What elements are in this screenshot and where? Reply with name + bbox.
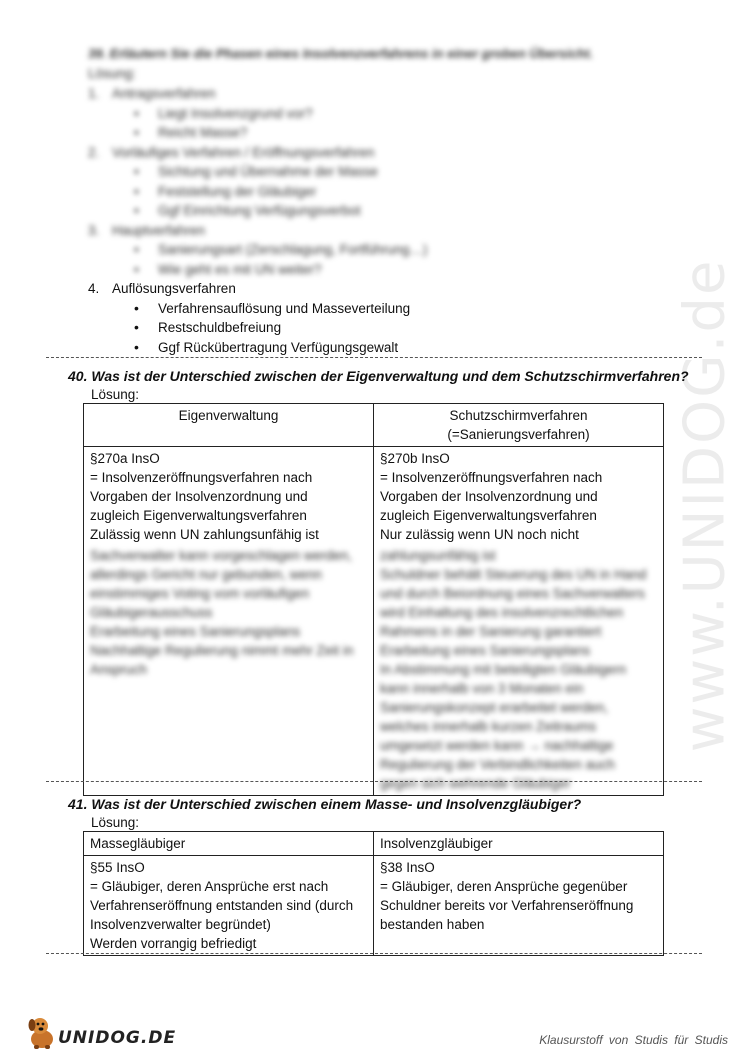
header-line: Schutzschirmverfahren	[449, 408, 588, 423]
header-schutzschirmverfahren	[374, 404, 664, 447]
cell-line: einstimmiges Voting vom vorläufigen	[90, 586, 310, 601]
unidog-logo	[22, 1012, 177, 1052]
cell-line: = Insolvenzeröffnungsverfahren nach	[380, 470, 603, 485]
phase-sublist	[88, 299, 427, 358]
cell-line: Nur zulässig wenn UN noch nicht	[380, 527, 579, 542]
cell-line: Schuldner behält Steuerung des UN in Hand	[380, 567, 647, 582]
list-item: • Sanierungsart (Zerschlagung, Fortführung…)	[134, 240, 427, 260]
list-item: • Verfahrensauflösung und Masseverteilung	[134, 299, 427, 319]
cell-line: Sachverwalter kann vorgeschlagen werden,	[90, 548, 352, 563]
cell-line: Erarbeitung eines Sanierungsplans	[90, 624, 301, 639]
phase-number: 2.	[88, 144, 100, 160]
cell-line: gegen sich wehrende Gläubiger	[380, 776, 571, 791]
dog-icon	[22, 1012, 62, 1052]
cell-line: Sanierungskonzept erarbeitet werden,	[380, 700, 609, 715]
cell-text	[380, 858, 657, 934]
header-massegläubiger: Massegläubiger	[84, 832, 374, 856]
cell-line: Insolvenzverwalter begründet)	[90, 917, 271, 932]
cell-line: wird Einhaltung des insolvenzrechtlichen	[380, 605, 624, 620]
divider	[46, 953, 702, 954]
table-row	[84, 447, 664, 796]
phase-sublist	[88, 240, 427, 279]
cell-line: Vorgaben der Insolvenzordnung und	[380, 489, 598, 504]
cell-visible-text	[90, 449, 367, 544]
cell-blurred-text	[380, 546, 657, 793]
cell-line: zahlungsunfähig ist	[380, 548, 496, 563]
phase-item	[88, 279, 427, 357]
cell-blurred-text	[90, 546, 367, 679]
list-item: • Wie geht es mit UN weiter?	[134, 260, 427, 280]
cell-line: und durch Beiordnung eines Sachverwalters	[380, 586, 645, 601]
table-row	[84, 404, 664, 447]
list-item: • Ggf Rückübertragung Verfügungsgewalt	[134, 338, 427, 358]
cell-line: Werden vorrangig befriedigt	[90, 936, 257, 951]
phase-item	[88, 221, 427, 280]
comparison-table-40	[83, 403, 664, 796]
list-item: • Sichtung und Übernahme der Masse	[134, 162, 427, 182]
list-item: • Restschuldbefreiung	[134, 318, 427, 338]
cell-line: bestanden haben	[380, 917, 485, 932]
cell-line: Gläubigerausschuss	[90, 605, 213, 620]
divider	[46, 781, 702, 782]
question-40-solution-label: Lösung:	[91, 387, 140, 402]
cell-eigenverwaltung	[84, 447, 374, 796]
cell-line: Anspruch	[90, 662, 148, 677]
watermark-text: www.UNIDOG.de	[672, 258, 738, 752]
cell-line: Nachhaltige Regulierung nimmt mehr Zeit in	[90, 643, 354, 658]
cell-line: Erarbeitung eines Sanierungsplans	[380, 643, 591, 658]
cell-line: §38 InsO	[380, 860, 435, 875]
cell-massegläubiger	[84, 856, 374, 956]
list-item: • Reicht Masse?	[134, 123, 427, 143]
logo-text: UNIDOG.DE	[58, 1028, 177, 1048]
comparison-table-41	[83, 831, 664, 956]
phase-sublist	[88, 162, 427, 221]
question-40-title: 40. Was ist der Unterschied zwischen der Eigenverwaltung und dem Schutzschirmverfahren?	[68, 368, 689, 384]
phase-list	[88, 84, 427, 357]
list-item: • Ggf Einrichtung Verfügungsverbot	[134, 201, 427, 221]
footer-slogan: Klausurstoff von Studis für Studis	[539, 1033, 728, 1047]
cell-line: Rahmens in der Sanierung garantiert	[380, 624, 602, 639]
cell-schutzschirmverfahren	[374, 447, 664, 796]
cell-line: §270b InsO	[380, 451, 450, 466]
phase-item	[88, 84, 427, 143]
header-insolvenzgläubiger: Insolvenzgläubiger	[374, 832, 664, 856]
cell-line: zugleich Eigenverwaltungsverfahren	[90, 508, 307, 523]
question-39-solution-label: Lösung:	[88, 66, 137, 81]
cell-line: welches innerhalb kurzen Zeitraums	[380, 719, 597, 734]
question-41-title: 41. Was ist der Unterschied zwischen einem Masse- und Insolvenzgläubiger?	[68, 796, 582, 812]
question-41-solution-label: Lösung:	[91, 815, 140, 830]
cell-line: Verfahrenseröffnung entstanden sind (durch	[90, 898, 354, 913]
cell-line: Zulässig wenn UN zahlungsunfähig ist	[90, 527, 319, 542]
cell-line: §270a InsO	[90, 451, 160, 466]
phase-number: 1.	[88, 86, 100, 101]
cell-line: Vorgaben der Insolvenzordnung und	[90, 489, 308, 504]
list-item: • Feststellung der Gläubiger	[134, 182, 427, 202]
divider	[46, 357, 702, 358]
cell-line: Schuldner bereits vor Verfahrenseröffnung	[380, 898, 634, 913]
cell-line: allerdings Gericht nur gebunden, wenn	[90, 567, 322, 582]
header-eigenverwaltung: Eigenverwaltung	[84, 404, 374, 447]
phase-label: Antragsverfahren	[112, 86, 216, 101]
cell-text	[90, 858, 367, 953]
table-row	[84, 832, 664, 856]
cell-line: zugleich Eigenverwaltungsverfahren	[380, 508, 597, 523]
cell-visible-text	[380, 449, 657, 544]
question-39-title: 39. Erläutern Sie die Phasen eines Insolvenzverfahrens in einer groben Übersicht.	[88, 46, 594, 61]
phase-item	[88, 143, 427, 221]
phase-sublist	[88, 104, 427, 143]
phase-label: Vorläufiges Verfahren / Eröffnungsverfahren	[112, 144, 375, 160]
phase-number: 4.	[88, 281, 100, 296]
list-item: • Liegt Insolvenzgrund vor?	[134, 104, 427, 124]
cell-line: = Gläubiger, deren Ansprüche gegenüber	[380, 879, 628, 894]
phase-label: Hauptverfahren	[112, 222, 206, 238]
table-row	[84, 856, 664, 956]
cell-insolvenzgläubiger	[374, 856, 664, 956]
watermark	[660, 258, 750, 752]
cell-line: Regulierung der Verbindlichkeiten auch	[380, 757, 615, 772]
header-line: (=Sanierungsverfahren)	[447, 427, 590, 442]
cell-line: §55 InsO	[90, 860, 145, 875]
phase-number: 3.	[88, 222, 100, 238]
phase-label: Auflösungsverfahren	[112, 281, 236, 296]
cell-line: kann innerhalb von 3 Monaten ein	[380, 681, 584, 696]
cell-line: = Insolvenzeröffnungsverfahren nach	[90, 470, 313, 485]
cell-line: umgesetzt werden kann → nachhaltige	[380, 738, 614, 753]
cell-line: In Abstimmung mit beteiligten Gläubigern	[380, 662, 627, 677]
cell-line: = Gläubiger, deren Ansprüche erst nach	[90, 879, 329, 894]
